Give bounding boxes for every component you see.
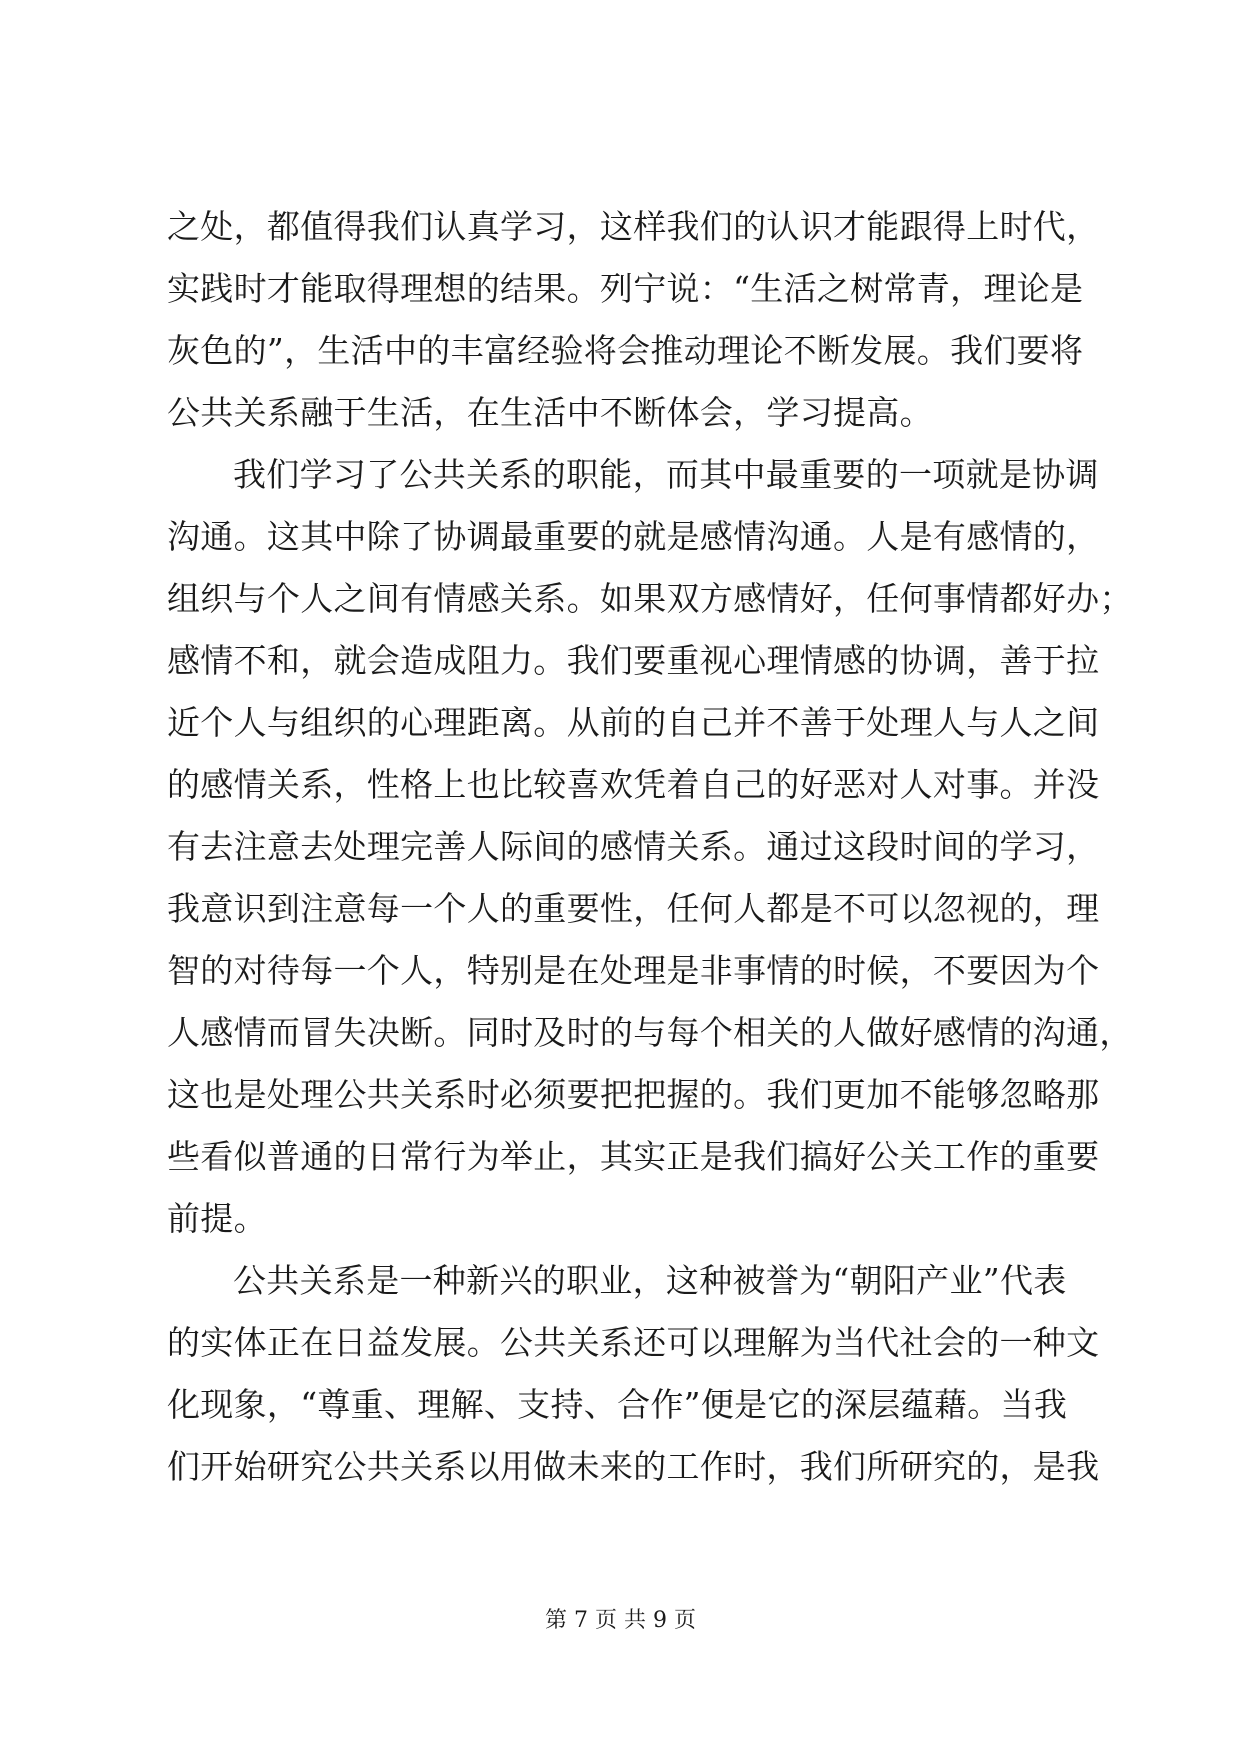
text-line: 近个人与组织的心理距离。从前的自己并不善于处理人与人之间 xyxy=(167,703,1100,742)
text-line: 之处，都值得我们认真学习，这样我们的认识才能跟得上时代， xyxy=(167,207,1100,246)
text-line: 的感情关系，性格上也比较喜欢凭着自己的好恶对人对事。并没 xyxy=(167,765,1100,804)
paragraph xyxy=(167,196,1100,444)
text-line: 人感情而冒失决断。同时及时的与每个相关的人做好感情的沟通， xyxy=(167,1013,1133,1052)
paragraph xyxy=(167,444,1133,1250)
text-line: 公共关系是一种新兴的职业，这种被誉为“朝阳产业”代表 xyxy=(233,1261,1067,1300)
text-line: 沟通。这其中除了协调最重要的就是感情沟通。人是有感情的， xyxy=(167,517,1100,556)
text-line: 有去注意去处理完善人际间的感情关系。通过这段时间的学习， xyxy=(167,827,1100,866)
text-line: 的实体正在日益发展。公共关系还可以理解为当代社会的一种文 xyxy=(167,1323,1100,1362)
text-line: 这也是处理公共关系时必须要把把握的。我们更加不能够忽略那 xyxy=(167,1075,1100,1114)
text-line: 我们学习了公共关系的职能，而其中最重要的一项就是协调 xyxy=(233,455,1099,494)
text-line: 智的对待每一个人，特别是在处理是非事情的时候，不要因为个 xyxy=(167,951,1100,990)
text-line: 灰色的”，生活中的丰富经验将会推动理论不断发展。我们要将 xyxy=(167,331,1084,370)
document-body xyxy=(167,196,1133,1498)
paragraph xyxy=(167,1250,1100,1498)
text-line: 我意识到注意每一个人的重要性，任何人都是不可以忽视的，理 xyxy=(167,889,1100,928)
text-line: 实践时才能取得理想的结果。列宁说：“生活之树常青，理论是 xyxy=(167,269,1084,308)
text-line: 感情不和，就会造成阻力。我们要重视心理情感的协调，善于拉 xyxy=(167,641,1100,680)
text-line: 组织与个人之间有情感关系。如果双方感情好，任何事情都好办； xyxy=(167,579,1133,618)
text-line: 们开始研究公共关系以用做未来的工作时，我们所研究的，是我 xyxy=(167,1447,1100,1486)
text-line: 些看似普通的日常行为举止，其实正是我们搞好公关工作的重要 xyxy=(167,1137,1100,1176)
text-line: 公共关系融于生活，在生活中不断体会，学习提高。 xyxy=(167,393,933,432)
page-footer: 第 7 页 共 9 页 xyxy=(545,1608,696,1633)
text-line: 前提。 xyxy=(167,1199,267,1238)
text-line: 化现象，“尊重、理解、支持、合作”便是它的深层蕴藉。当我 xyxy=(167,1385,1068,1424)
